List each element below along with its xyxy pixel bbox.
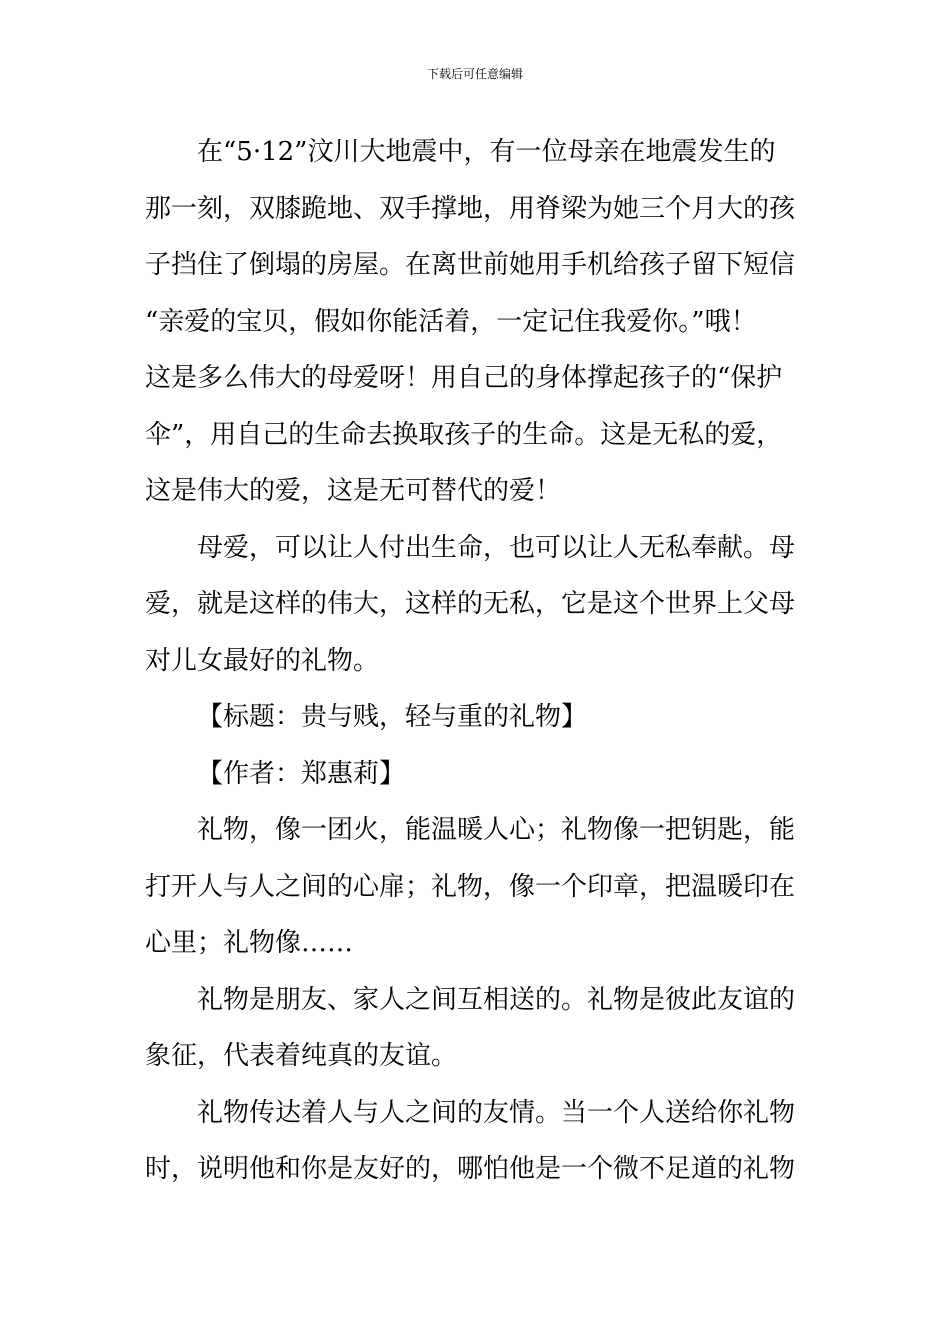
text-line: 礼物是朋友、家人之间互相送的。礼物是彼此友谊的 [197, 984, 796, 1015]
document-body [145, 124, 807, 1198]
text-line: 那一刻，双膝跪地、双手撑地，用脊梁为她三个月大的孩 [145, 193, 796, 224]
text-line: 礼物传达着人与人之间的友情。当一个人送给你礼物 [197, 1097, 796, 1128]
text-line: 礼物，像一团火，能温暖人心；礼物像一把钥匙，能 [197, 815, 796, 845]
article-title [145, 689, 807, 746]
text-line: 子挡住了倒塌的房屋。在离世前她用手机给孩子留下短信 [145, 250, 796, 280]
text-line: 母爱，可以让人付出生命，也可以让人无私奉献。母 [197, 532, 796, 563]
text-line: 【作者：郑惠莉】 [197, 758, 406, 789]
text-line: 这是多么伟大的母爱呀！用自己的身体撑起孩子的“保护 [145, 363, 783, 393]
article-author [145, 746, 807, 803]
page-header: 下载后可任意编辑 [426, 67, 523, 81]
paragraph-gift-conveys [145, 1085, 807, 1198]
text-line: 在“5·12”汶川大地震中，有一位母亲在地震发生的 [197, 137, 776, 167]
text-line: 时，说明他和你是友好的，哪怕他是一个微不足道的礼物 [145, 1154, 796, 1184]
paragraph-gift-metaphor [145, 802, 807, 972]
text-line: 对儿女最好的礼物。 [145, 645, 380, 676]
text-line: 象征，代表着纯真的友谊。 [145, 1041, 458, 1071]
text-line: 打开人与人之间的心扉；礼物，像一个印章，把温暖印在 [145, 871, 796, 902]
paragraph-earthquake-mother [145, 124, 807, 520]
paragraph-mother-love [145, 520, 807, 690]
text-line: 【标题：贵与贱，轻与重的礼物】 [197, 702, 588, 732]
text-line: 爱，就是这样的伟大，这样的无私，它是这个世界上父母 [145, 589, 796, 619]
text-line: 伞”，用自己的生命去换取孩子的生命。这是无私的爱， [145, 419, 783, 450]
paragraph-gift-friendship [145, 972, 807, 1085]
text-line: “亲爱的宝贝，假如你能活着，一定记住我爱你。”哦！ [145, 306, 757, 337]
text-line: 心里；礼物像…… [145, 928, 354, 958]
text-line: 这是伟大的爱，这是无可替代的爱！ [145, 476, 562, 506]
